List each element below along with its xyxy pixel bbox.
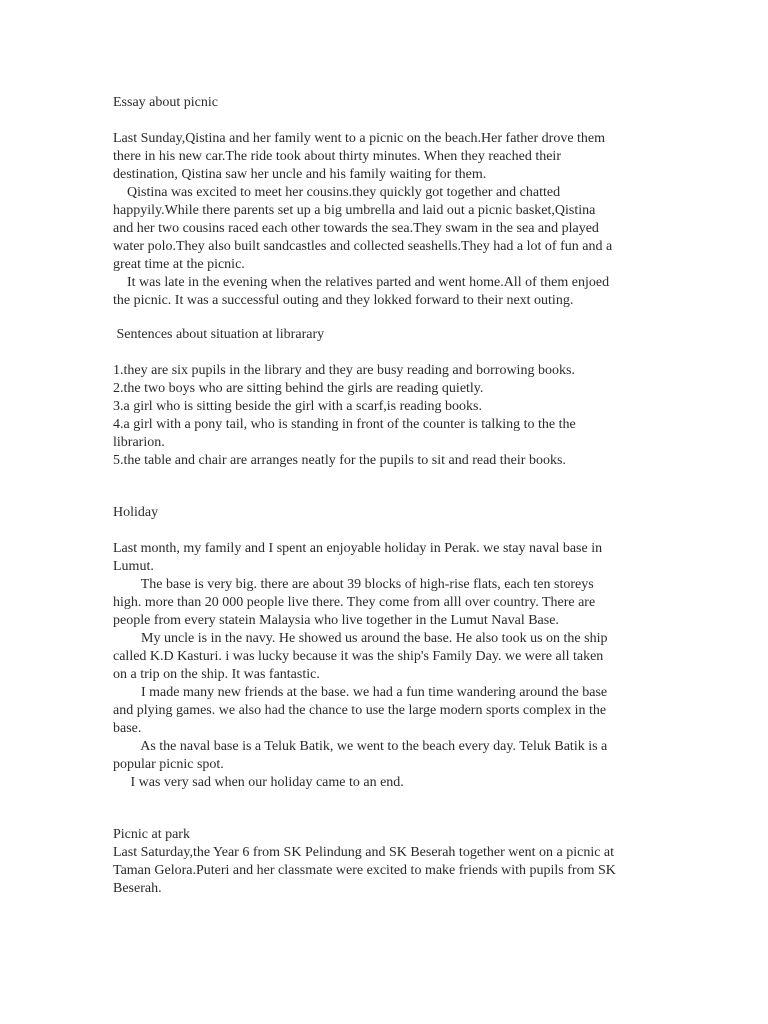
paragraph-line — [113, 184, 673, 202]
paragraph-text: As the naval base is a Teluk Batik, we went to the beach every day. Teluk Batik is a — [113, 739, 608, 754]
section-title: Holiday — [113, 505, 159, 520]
paragraph-line — [113, 630, 673, 648]
section-title: Sentences about situation at librarary — [113, 327, 325, 342]
paragraph-line: on a trip on the ship. It was fantastic. — [113, 667, 320, 682]
paragraph-text: Qistina was excited to meet her cousins.they quickly got together and chatted — [113, 185, 561, 200]
paragraph-line: great time at the picnic. — [113, 257, 245, 272]
paragraph-line: Last month, my family and I spent an enjoyable holiday in Perak. we stay naval base in — [113, 541, 603, 556]
paragraph-line: high. more than 20 000 people live there. They come from alll over country. There are — [113, 595, 596, 610]
paragraph-line: base. — [113, 721, 142, 736]
paragraph-line — [113, 738, 673, 756]
paragraph-text: I was very sad when our holiday came to an end. — [113, 775, 404, 790]
paragraph-line: destination, Qistina saw her uncle and his family waiting for them. — [113, 167, 487, 182]
paragraph-line: and her two cousins raced each other towards the sea.They swam in the sea and played — [113, 221, 599, 236]
paragraph-line: there in his new car.The ride took about thirty minutes. When they reached their — [113, 149, 561, 164]
paragraph-line: water polo.They also built sandcastles and collected seashells.They had a lot of fun and a — [113, 239, 613, 254]
paragraph-line: called K.D Kasturi. i was lucky because it was the ship's Family Day. we were all taken — [113, 649, 604, 664]
list-item: 3.a girl who is sitting beside the girl with a scarf,is reading books. — [113, 399, 482, 414]
paragraph-text: It was late in the evening when the relatives parted and went home.All of them enjoed — [113, 275, 610, 290]
paragraph-line: Last Sunday,Qistina and her family went to a picnic on the beach.Her father drove them — [113, 131, 606, 146]
paragraph-line — [113, 576, 673, 594]
paragraph-line: happyily.While there parents set up a big umbrella and laid out a picnic basket,Qistina — [113, 203, 596, 218]
section-title: Picnic at park — [113, 827, 190, 842]
section-title: Essay about picnic — [113, 95, 218, 110]
paragraph-line: people from every statein Malaysia who live together in the Lumut Naval Base. — [113, 613, 559, 628]
paragraph-line — [113, 684, 673, 702]
list-item: 1.they are six pupils in the library and they are busy reading and borrowing books. — [113, 363, 575, 378]
paragraph-line: Lumut. — [113, 559, 154, 574]
paragraph-line: the picnic. It was a successful outing and they lokked forward to their next outing. — [113, 293, 574, 308]
list-item: 5.the table and chair are arranges neatly for the pupils to sit and read their books. — [113, 453, 566, 468]
paragraph-text: The base is very big. there are about 39 blocks of high-rise flats, each ten storeys — [113, 577, 594, 592]
paragraph-line: Taman Gelora.Puteri and her classmate were excited to make friends with pupils from SK — [113, 863, 616, 878]
paragraph-line: popular picnic spot. — [113, 757, 224, 772]
paragraph-text: My uncle is in the navy. He showed us around the base. He also took us on the ship — [113, 631, 608, 646]
paragraph-line: and plying games. we also had the chance to use the large modern sports complex in the — [113, 703, 607, 718]
paragraph-line: Last Saturday,the Year 6 from SK Pelindung and SK Beserah together went on a picnic at — [113, 845, 615, 860]
paragraph-line — [113, 274, 673, 292]
paragraph-line: Beserah. — [113, 881, 162, 896]
list-item: librarion. — [113, 435, 165, 450]
paragraph-line — [113, 774, 673, 792]
list-item: 2.the two boys who are sitting behind the girls are reading quietly. — [113, 381, 484, 396]
list-item: 4.a girl with a pony tail, who is standing in front of the counter is talking to the the — [113, 417, 576, 432]
paragraph-text: I made many new friends at the base. we had a fun time wandering around the base — [113, 685, 608, 700]
